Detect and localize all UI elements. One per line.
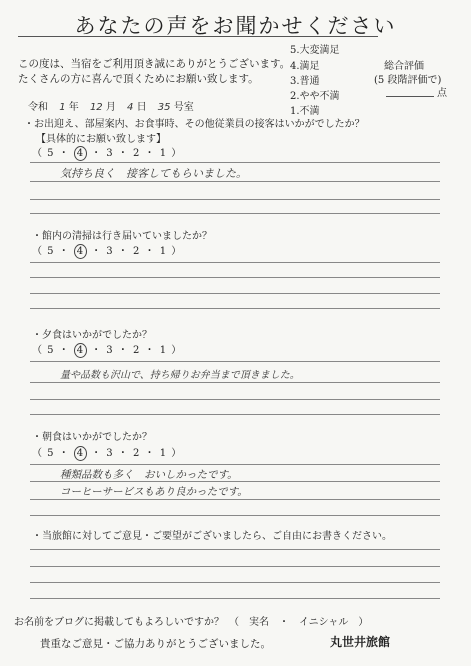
answer-line bbox=[30, 499, 440, 500]
rating-right: ・ 3 ・ 2 ・ 1 ） bbox=[91, 448, 183, 459]
rating-selected-mark: 4 bbox=[74, 146, 87, 161]
stay-month: 12 bbox=[89, 102, 103, 113]
answer-line bbox=[30, 515, 440, 516]
rating-right: ・ 3 ・ 2 ・ 1 ） bbox=[91, 246, 183, 257]
question-3: ・夕食はいかがでしたか？ bbox=[32, 330, 152, 341]
answer-line bbox=[30, 598, 440, 599]
scale-5: 5.大変満足 bbox=[290, 45, 340, 56]
answer-line bbox=[30, 382, 440, 383]
answer-line bbox=[30, 199, 440, 200]
comment-q4-line1: 種類品数も多く おいしかったです。 bbox=[60, 469, 238, 481]
rating-selected-mark: 4 bbox=[74, 244, 87, 259]
question-5: ・当旅館に対してご意見・ご要望がございましたら、ご自由にお書きください。 bbox=[32, 531, 392, 542]
overall-unit: 点 bbox=[437, 88, 447, 99]
question-1: ・お出迎え、部屋案内、お食事時、その他従業員の接客はいかがでしたか？ bbox=[24, 119, 365, 130]
answer-line bbox=[30, 277, 440, 278]
answer-line bbox=[30, 262, 440, 263]
overall-sublabel: (5 段階評価で) bbox=[374, 75, 442, 86]
blog-permission-question: お名前をブログに掲載してもよろしいですか？ （ 実名 ・ イニシャル ） bbox=[14, 617, 369, 628]
answer-line bbox=[30, 414, 440, 415]
day-unit: 日 bbox=[136, 102, 147, 113]
answer-line bbox=[30, 181, 440, 182]
question-2: ・館内の清掃は行き届いていましたか？ bbox=[32, 231, 212, 242]
answer-line bbox=[30, 481, 440, 482]
scale-1: 1.不満 bbox=[290, 106, 320, 117]
rating-right: ・ 3 ・ 2 ・ 1 ） bbox=[91, 148, 183, 159]
comment-q3: 量や品数も沢山で、持ち帰りお弁当まで頂きました。 bbox=[60, 370, 300, 381]
detail-label: 【具体的にお願い致します】 bbox=[36, 134, 166, 145]
scale-4: 4.満足 bbox=[290, 61, 320, 72]
comment-q1: 気持ち良く 接客してもらいました。 bbox=[60, 167, 247, 180]
answer-line bbox=[30, 213, 440, 214]
answer-line bbox=[30, 399, 440, 400]
comment-q4-line2: コーヒーサービスもあり良かったです。 bbox=[60, 486, 248, 498]
overall-score-blank bbox=[386, 96, 434, 97]
rating-left: （ 5 ・ bbox=[32, 345, 70, 356]
year-unit: 年 bbox=[68, 102, 79, 113]
stay-date-row bbox=[28, 98, 194, 113]
answer-line bbox=[30, 293, 440, 294]
thanks-text: 貴重なご意見・ご協力ありがとうございました。 bbox=[40, 638, 271, 650]
answer-line bbox=[30, 566, 440, 567]
rating-q4 bbox=[32, 444, 182, 461]
title-underline bbox=[18, 36, 378, 37]
scale-3: 3.普通 bbox=[290, 76, 320, 87]
rating-q3 bbox=[32, 341, 182, 358]
inn-signature: 丸世井旅館 bbox=[330, 635, 391, 649]
answer-line bbox=[30, 361, 440, 362]
answer-line bbox=[30, 162, 440, 163]
rating-left: （ 5 ・ bbox=[32, 246, 70, 257]
intro-line-2: たくさんの方に喜んで頂くためにお願い致します。 bbox=[18, 73, 259, 85]
rating-selected-mark: 4 bbox=[74, 343, 87, 358]
rating-q1 bbox=[32, 144, 182, 161]
answer-line bbox=[30, 549, 440, 550]
stay-year: 1 bbox=[59, 102, 66, 113]
question-4: ・朝食はいかがでしたか？ bbox=[32, 432, 152, 443]
answer-line bbox=[30, 464, 440, 465]
scale-2: 2.やや不満 bbox=[290, 91, 340, 102]
room-unit: 号室 bbox=[173, 102, 194, 113]
rating-selected-mark: 4 bbox=[74, 446, 87, 461]
era: 令和 bbox=[28, 102, 48, 113]
room-number: 35 bbox=[157, 102, 171, 113]
overall-label: 総合評価 bbox=[384, 61, 424, 72]
rating-left: （ 5 ・ bbox=[32, 448, 70, 459]
page-title: あなたの声をお聞かせください bbox=[74, 14, 397, 38]
rating-left: （ 5 ・ bbox=[32, 148, 70, 159]
month-unit: 月 bbox=[105, 102, 116, 113]
answer-line bbox=[30, 308, 440, 309]
answer-line bbox=[30, 582, 440, 583]
rating-right: ・ 3 ・ 2 ・ 1 ） bbox=[91, 345, 183, 356]
stay-day: 4 bbox=[127, 102, 134, 113]
rating-q2 bbox=[32, 242, 182, 259]
intro-line-1: この度は、当宿をご利用頂き誠にありがとうございます。 bbox=[18, 58, 291, 70]
